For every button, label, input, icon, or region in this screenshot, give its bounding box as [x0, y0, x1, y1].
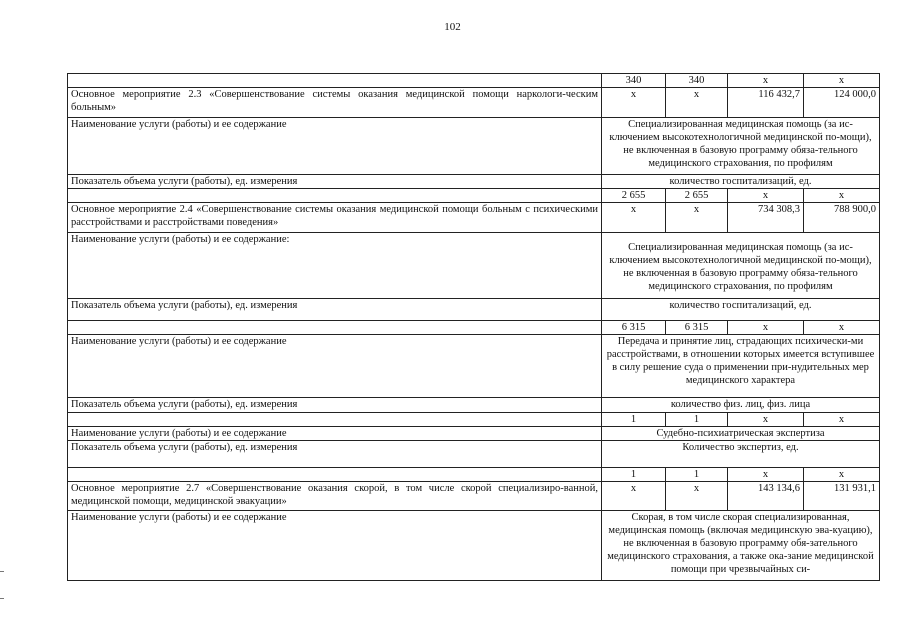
- value-cell: 1: [602, 468, 666, 482]
- table-row: [68, 299, 880, 321]
- indicator-unit: Количество экспертиз, ед.: [602, 441, 880, 468]
- value-cell: х: [602, 203, 666, 233]
- indicator-label: Показатель объема услуги (работы), ед. измерения: [68, 175, 602, 189]
- value-cell: х: [666, 88, 728, 118]
- indicator-unit: количество физ. лиц, физ. лица: [602, 398, 880, 413]
- value-cell: 340: [602, 74, 666, 88]
- value-cell: х: [804, 468, 880, 482]
- value-cell: 6 315: [666, 321, 728, 335]
- value-cell: 116 432,7: [728, 88, 804, 118]
- indicator-label: Показатель объема услуги (работы), ед. измерения: [68, 398, 602, 413]
- value-cell: 1: [666, 413, 728, 427]
- table-row: [68, 441, 880, 468]
- value-cell: 131 931,1: [804, 482, 880, 511]
- value-cell: х: [602, 482, 666, 511]
- value-cell: 6 315: [602, 321, 666, 335]
- indicator-label: Показатель объема услуги (работы), ед. измерения: [68, 441, 602, 468]
- row-label: [68, 321, 602, 335]
- value-cell: х: [666, 482, 728, 511]
- table-row: [68, 118, 880, 175]
- table-row: [68, 321, 880, 335]
- table-row: [68, 335, 880, 398]
- row-label: [68, 189, 602, 203]
- value-cell: х: [602, 88, 666, 118]
- value-cell: 734 308,3: [728, 203, 804, 233]
- service-description: Судебно-психиатрическая экспертиза: [602, 427, 880, 441]
- value-cell: х: [804, 413, 880, 427]
- value-cell: х: [804, 74, 880, 88]
- measure-label: Основное мероприятие 2.7 «Совершенствование оказания скорой, в том числе скорой специализиро-ванной, медицинской помощи, медицинской эвакуации»: [68, 482, 602, 511]
- table-row: [68, 88, 880, 118]
- table-row: [68, 482, 880, 511]
- table-row: [68, 468, 880, 482]
- value-cell: 143 134,6: [728, 482, 804, 511]
- value-cell: х: [728, 74, 804, 88]
- value-cell: 1: [602, 413, 666, 427]
- value-cell: х: [728, 189, 804, 203]
- service-description: Специализированная медицинская помощь (за ис-ключением высокотехнологичной медицинской по-мощи), не включенная в базовую программу обяза-тельного медицинского страхования, по профилям: [602, 233, 880, 299]
- measure-label: Основное мероприятие 2.4 «Совершенствование системы оказания медицинской помощи больным с психическими расстройствами и расстройствами поведения»: [68, 203, 602, 233]
- table-row: [68, 189, 880, 203]
- table-row: [68, 233, 880, 299]
- value-cell: х: [804, 189, 880, 203]
- value-cell: х: [728, 413, 804, 427]
- table-row: [68, 398, 880, 413]
- value-cell: 2 655: [602, 189, 666, 203]
- program-table: [67, 73, 880, 581]
- service-label: Наименование услуги (работы) и ее содержание:: [68, 233, 602, 299]
- scan-edge-mark: [0, 571, 4, 572]
- value-cell: х: [804, 321, 880, 335]
- table-row: [68, 413, 880, 427]
- table-row: [68, 427, 880, 441]
- value-cell: х: [728, 468, 804, 482]
- table-row: [68, 511, 880, 581]
- value-cell: 340: [666, 74, 728, 88]
- value-cell: х: [728, 321, 804, 335]
- value-cell: 1: [666, 468, 728, 482]
- service-label: Наименование услуги (работы) и ее содержание: [68, 511, 602, 581]
- table-row: [68, 74, 880, 88]
- table-row: [68, 203, 880, 233]
- service-description: Скорая, в том числе скорая специализированная, медицинская помощь (включая медицинскую эва-куацию), не включенная в базовую программу обя-зательного медицинского страхования, а также ока-зание медицинской помощи при чрезвычайных си-: [602, 511, 880, 581]
- table-row: [68, 175, 880, 189]
- service-description: Специализированная медицинская помощь (за ис-ключением высокотехнологичной медицинской по-мощи), не включенная в базовую программу обяза-тельного медицинского страхования, по профилям: [602, 118, 880, 175]
- row-label: [68, 468, 602, 482]
- row-label: [68, 413, 602, 427]
- service-label: Наименование услуги (работы) и ее содержание: [68, 335, 602, 398]
- indicator-unit: количество госпитализаций, ед.: [602, 175, 880, 189]
- indicator-label: Показатель объема услуги (работы), ед. измерения: [68, 299, 602, 321]
- service-label: Наименование услуги (работы) и ее содержание: [68, 427, 602, 441]
- value-cell: 788 900,0: [804, 203, 880, 233]
- value-cell: 2 655: [666, 189, 728, 203]
- value-cell: х: [666, 203, 728, 233]
- page-number: 102: [444, 21, 461, 33]
- service-description: Передача и принятие лиц, страдающих психически-ми расстройствами, в отношении которых имеется вступившее в силу решение суда о применении при-нудительных мер медицинского характера: [602, 335, 880, 398]
- scan-edge-mark: [0, 598, 4, 599]
- value-cell: 124 000,0: [804, 88, 880, 118]
- row-label: [68, 74, 602, 88]
- service-label: Наименование услуги (работы) и ее содержание: [68, 118, 602, 175]
- indicator-unit: количество госпитализаций, ед.: [602, 299, 880, 321]
- measure-label: Основное мероприятие 2.3 «Совершенствование системы оказания медицинской помощи наркологи-ческим больным»: [68, 88, 602, 118]
